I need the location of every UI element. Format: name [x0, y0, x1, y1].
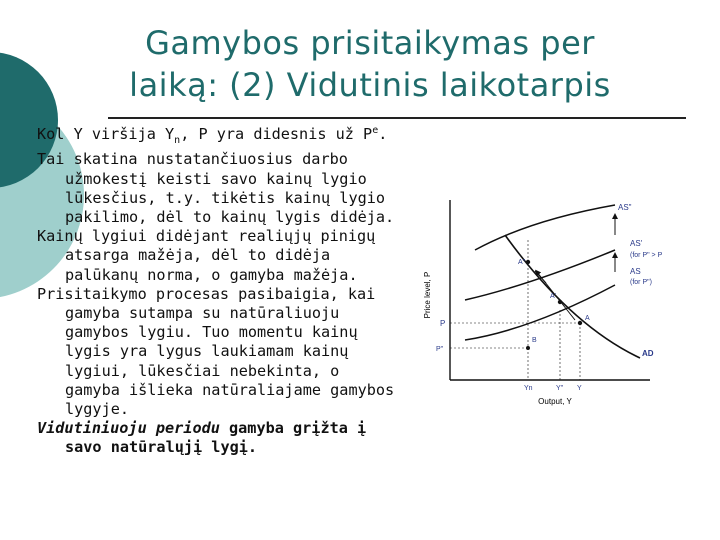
as-curve: [465, 285, 615, 340]
label-b: B: [532, 337, 537, 344]
paragraph-1: Kol Y viršija $Y_n$, P yra didesnis už $P^e$.: [37, 125, 388, 147]
title-line-2: laiką: (2) Vidutinis laikotarpis: [129, 66, 611, 104]
point-a: [578, 321, 582, 325]
slide-title: [70, 22, 670, 106]
point-a-dblprime: [526, 260, 530, 264]
as-dblprime-label: AS": [618, 203, 632, 212]
tick-y-dblprime: Y": [556, 385, 564, 392]
final-rest: gamyba grįžta į savo natūralųjį lygį.: [65, 419, 367, 457]
paragraph-4: Prisitaikymo procesas pasibaigia, kai gamyba sutampa su natūraliuoju gamybos lygiu. Tuo momentu kainų lygis yra lygus laukiamam kainų lygiui, lūkesčiai nebekinta, o gamyba išlieka natūraliajame gamybos lygyje.: [37, 284, 395, 418]
emphasis-text: Vidutiniuoju periodu: [37, 419, 220, 438]
paragraph-3: Kainų lygiui didėjant realiųjų pinigų atsarga mažėja, dėl to didėja palūkanų norma, o gamyba mažėja.: [37, 227, 376, 284]
y-axis-label: Price level, P: [423, 271, 432, 319]
title-underline: [108, 117, 686, 119]
title-line-1: Gamybos prisitaikymas per: [145, 24, 595, 62]
point-b: [526, 346, 530, 350]
point-a-prime: [558, 300, 562, 304]
tick-yn: Yn: [524, 385, 533, 392]
as-dblprime-curve: [475, 205, 615, 250]
label-a-prime: A': [550, 293, 557, 300]
ad-curve: [505, 235, 640, 358]
as-note: (for P"): [630, 279, 652, 286]
x-axis-label: Output, Y: [538, 397, 572, 406]
as-label: AS: [630, 267, 641, 276]
tick-y: Y: [577, 385, 582, 392]
tick-pe: P": [436, 346, 444, 353]
as-prime-label: AS': [630, 239, 643, 248]
ad-label: AD: [642, 349, 654, 358]
as-ad-graph: [420, 180, 700, 420]
label-a-dblprime: A": [518, 259, 526, 266]
paragraph-final: [37, 419, 397, 457]
label-a: A: [585, 315, 590, 322]
paragraph-2: Tai skatina nustatančiuosius darbo užmokestį keisti savo kainų lygio lūkesčius, t.y. tikėtis kainų lygio pakilimo, dėl to kainų lygis didėja.: [37, 150, 395, 226]
slide-body: [37, 121, 397, 458]
tick-p: P: [440, 319, 446, 328]
as-prime-note: (for P" > P: [630, 252, 663, 259]
